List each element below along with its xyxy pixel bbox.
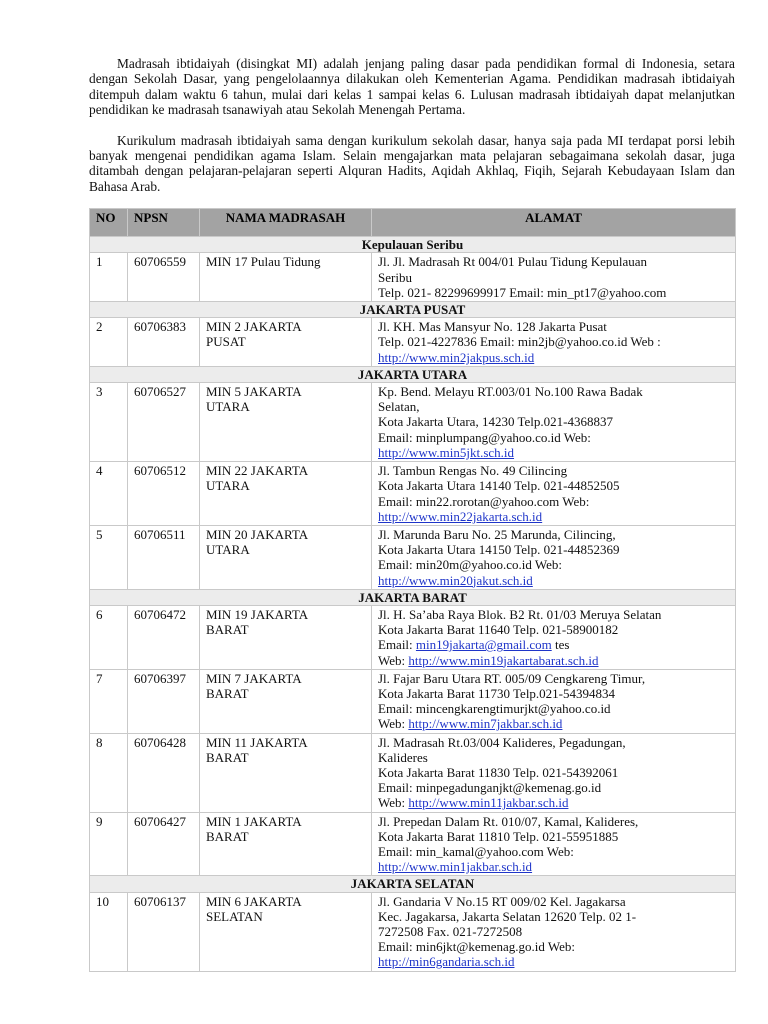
region-row — [90, 237, 736, 253]
cell-madrasah-name — [200, 462, 372, 526]
madrasah-name-line: UTARA — [206, 542, 250, 558]
madrasah-name-line: MIN 20 JAKARTA — [206, 526, 309, 542]
madrasah-table — [89, 208, 736, 971]
cell-no: 1 — [90, 253, 128, 302]
cell-no: 9 — [90, 812, 128, 876]
address-line — [378, 573, 729, 588]
madrasah-name-line: MIN 19 JAKARTA — [206, 606, 309, 622]
table-row — [90, 812, 736, 876]
cell-no: 7 — [90, 669, 128, 733]
address-line — [378, 254, 729, 269]
address-line — [378, 607, 729, 622]
cell-no: 4 — [90, 462, 128, 526]
region-row — [90, 366, 736, 382]
address-text: Jl. H. Sa’aba Raya Blok. B2 Rt. 01/03 Meruya Selatan — [378, 606, 662, 622]
address-text: Jl. Jl. Madrasah Rt 004/01 Pulau Tidung Kepulauan — [378, 254, 648, 270]
cell-madrasah-name — [200, 253, 372, 302]
cell-address — [372, 253, 736, 302]
address-line — [378, 829, 729, 844]
address-text: Email: — [378, 637, 416, 653]
header-name: NAMA MADRASAH — [200, 209, 372, 237]
address-line — [378, 894, 729, 909]
madrasah-name-line: MIN 7 JAKARTA — [206, 670, 302, 686]
address-text: tes — [551, 637, 570, 653]
cell-address — [372, 605, 736, 669]
address-line — [378, 701, 729, 716]
address-text: Email: minpegadunganjkt@kemenag.go.id — [378, 780, 602, 796]
madrasah-name-line: SELATAN — [206, 908, 263, 924]
cell-npsn: 60706472 — [128, 605, 200, 669]
table-body — [90, 237, 736, 971]
address-line — [378, 671, 729, 686]
cell-address — [372, 892, 736, 971]
cell-no: 8 — [90, 733, 128, 812]
address-text: Telp. 021- 82299699917 Email: min_pt17@yahoo.com — [378, 284, 667, 300]
region-name: JAKARTA SELATAN — [90, 876, 736, 892]
address-line — [378, 414, 729, 429]
madrasah-name-line: PUSAT — [206, 334, 246, 350]
address-text: Jl. KH. Mas Mansyur No. 128 Jakarta Pusat — [378, 319, 607, 335]
address-line — [378, 509, 729, 524]
cell-madrasah-name — [200, 525, 372, 589]
cell-address — [372, 669, 736, 733]
madrasah-name-line: MIN 11 JAKARTA — [206, 734, 308, 750]
address-text: Selatan, — [378, 399, 420, 415]
cell-address — [372, 812, 736, 876]
address-link[interactable]: http://www.min19jakartabarat.sch.id — [408, 652, 599, 668]
address-line — [378, 527, 729, 542]
cell-npsn: 60706383 — [128, 318, 200, 367]
table-row — [90, 605, 736, 669]
table-header-row — [90, 209, 736, 237]
madrasah-name-line: BARAT — [206, 828, 249, 844]
madrasah-name-line: BARAT — [206, 622, 249, 638]
address-text: Email: min6jkt@kemenag.go.id Web: — [378, 939, 575, 955]
cell-madrasah-name — [200, 892, 372, 971]
curriculum-paragraph: Kurikulum madrasah ibtidaiyah sama dengan kurikulum sekolah dasar, hanya saja pada MI terdapat porsi lebih banyak mengenai pendidikan agama Islam. Selain mengajarkan mata pelajaran sebagaimana sekolah dasar, juga ditambah dengan pelajaran-pelajaran seperti Alquran Hadits, Aqidah Akhlaq, Fiqih, Sejarah Kebudayaan Islam dan Bahasa Arab. — [89, 132, 735, 194]
cell-npsn: 60706512 — [128, 462, 200, 526]
cell-no: 10 — [90, 892, 128, 971]
address-text: Web: — [378, 795, 409, 811]
address-link[interactable]: http://www.min7jakbar.sch.id — [408, 716, 563, 732]
cell-no: 2 — [90, 318, 128, 367]
header-no: NO — [90, 209, 128, 237]
address-line — [378, 399, 729, 414]
address-line — [378, 735, 729, 750]
cell-address — [372, 462, 736, 526]
address-text: Email: min22.rorotan@yahoo.com Web: — [378, 493, 590, 509]
address-link[interactable]: http://www.min11jakbar.sch.id — [408, 795, 569, 811]
table-row — [90, 525, 736, 589]
madrasah-name-line: MIN 5 JAKARTA — [206, 384, 302, 400]
region-row — [90, 876, 736, 892]
address-link[interactable]: http://www.min2jakpus.sch.id — [378, 349, 535, 365]
region-name: JAKARTA BARAT — [90, 589, 736, 605]
address-line — [378, 795, 729, 810]
intro-paragraph: Madrasah ibtidaiyah (disingkat MI) adalah jenjang paling dasar pada pendidikan formal di Indonesia, setara dengan Sekolah Dasar, yang pengelolaannya dilakukan oleh Kementerian Agama. Pendidikan madrasah ibtidaiyah ditempuh dalam waktu 6 tahun, mulai dari kelas 1 sampai kelas 6. Lulusan madrasah ibtidaiyah dapat melanjutkan pendidikan ke madrasah tsanawiyah atau Sekolah Menengah Pertama. — [89, 56, 735, 118]
address-text: Email: minplumpang@yahoo.co.id Web: — [378, 429, 591, 445]
cell-npsn: 60706137 — [128, 892, 200, 971]
address-text: 7272508 Fax. 021-7272508 — [378, 923, 523, 939]
table-row — [90, 733, 736, 812]
address-text: Jl. Prepedan Dalam Rt. 010/07, Kamal, Kalideres, — [378, 813, 639, 829]
address-text: Kota Jakarta Utara 14150 Telp. 021-44852369 — [378, 542, 620, 558]
address-line — [378, 686, 729, 701]
address-line — [378, 494, 729, 509]
region-name: JAKARTA UTARA — [90, 366, 736, 382]
madrasah-name-line: UTARA — [206, 478, 250, 494]
table-row — [90, 383, 736, 462]
address-line — [378, 909, 729, 924]
address-link[interactable]: http://www.min20jakut.sch.id — [378, 572, 533, 588]
address-text: Telp. 021-4227836 Email: min2jb@yahoo.co.id Web : — [378, 334, 661, 350]
address-text: Kalideres — [378, 749, 428, 765]
header-address: ALAMAT — [372, 209, 736, 237]
table-row — [90, 669, 736, 733]
address-text: Jl. Tambun Rengas No. 49 Cilincing — [378, 463, 568, 479]
address-text: Jl. Gandaria V No.15 RT 009/02 Kel. Jagakarsa — [378, 893, 626, 909]
address-line — [378, 716, 729, 731]
region-row — [90, 589, 736, 605]
address-text: Kota Jakarta Barat 11810 Telp. 021-55951885 — [378, 828, 619, 844]
address-text: Kota Jakarta Barat 11640 Telp. 021-58900182 — [378, 622, 619, 638]
cell-madrasah-name — [200, 318, 372, 367]
madrasah-name-line: MIN 6 JAKARTA — [206, 893, 302, 909]
address-line — [378, 334, 729, 349]
address-line — [378, 557, 729, 572]
address-link[interactable]: http://www.min1jakbar.sch.id — [378, 859, 533, 875]
address-line — [378, 814, 729, 829]
address-text: Kp. Bend. Melayu RT.003/01 No.100 Rawa Badak — [378, 384, 643, 400]
madrasah-name-line: MIN 17 Pulau Tidung — [206, 254, 321, 270]
madrasah-name-line: MIN 1 JAKARTA — [206, 813, 302, 829]
address-text: Web: — [378, 652, 409, 668]
madrasah-name-line: MIN 2 JAKARTA — [206, 319, 302, 335]
cell-npsn: 60706427 — [128, 812, 200, 876]
address-text: Kota Jakarta Barat 11830 Telp. 021-54392061 — [378, 764, 619, 780]
cell-address — [372, 318, 736, 367]
address-line — [378, 542, 729, 557]
address-line — [378, 750, 729, 765]
address-line — [378, 463, 729, 478]
cell-madrasah-name — [200, 669, 372, 733]
address-line — [378, 430, 729, 445]
cell-no: 3 — [90, 383, 128, 462]
address-text: Email: mincengkarengtimurjkt@yahoo.co.id — [378, 701, 611, 717]
address-link[interactable]: http://www.min5jkt.sch.id — [378, 444, 515, 460]
address-text: Kota Jakarta Barat 11730 Telp.021-54394834 — [378, 685, 616, 701]
address-text: Email: min_kamal@yahoo.com Web: — [378, 843, 574, 859]
madrasah-name-line: BARAT — [206, 685, 249, 701]
address-line — [378, 924, 729, 939]
address-line — [378, 765, 729, 780]
cell-madrasah-name — [200, 383, 372, 462]
madrasah-name-line: UTARA — [206, 399, 250, 415]
address-line — [378, 954, 729, 969]
cell-npsn: 60706527 — [128, 383, 200, 462]
address-line — [378, 270, 729, 285]
address-line — [378, 350, 729, 365]
address-text: Web: — [378, 716, 409, 732]
table-row — [90, 318, 736, 367]
table-row — [90, 462, 736, 526]
address-link[interactable]: min19jakarta@gmail.com — [415, 637, 552, 653]
address-line — [378, 319, 729, 334]
address-line — [378, 859, 729, 874]
address-line — [378, 637, 729, 652]
address-link[interactable]: http://min6gandaria.sch.id — [378, 954, 515, 970]
address-line — [378, 478, 729, 493]
address-text: Jl. Fajar Baru Utara RT. 005/09 Cengkareng Timur, — [378, 670, 646, 686]
madrasah-name-line: BARAT — [206, 749, 249, 765]
cell-address — [372, 525, 736, 589]
address-text: Jl. Madrasah Rt.03/004 Kalideres, Pegadungan, — [378, 734, 626, 750]
region-row — [90, 302, 736, 318]
madrasah-name-line: MIN 22 JAKARTA — [206, 463, 309, 479]
address-link[interactable]: http://www.min22jakarta.sch.id — [378, 508, 543, 524]
cell-madrasah-name — [200, 812, 372, 876]
cell-no: 5 — [90, 525, 128, 589]
cell-npsn: 60706511 — [128, 525, 200, 589]
address-line — [378, 384, 729, 399]
cell-npsn: 60706559 — [128, 253, 200, 302]
cell-address — [372, 733, 736, 812]
address-text: Jl. Marunda Baru No. 25 Marunda, Cilincing, — [378, 526, 616, 542]
region-name: JAKARTA PUSAT — [90, 302, 736, 318]
table-row — [90, 253, 736, 302]
address-text: Kota Jakarta Utara 14140 Telp. 021-44852505 — [378, 478, 620, 494]
cell-npsn: 60706428 — [128, 733, 200, 812]
address-text: Kec. Jagakarsa, Jakarta Selatan 12620 Telp. 02 1- — [378, 908, 637, 924]
cell-npsn: 60706397 — [128, 669, 200, 733]
address-line — [378, 445, 729, 460]
address-line — [378, 622, 729, 637]
address-text: Seribu — [378, 269, 412, 285]
cell-no: 6 — [90, 605, 128, 669]
cell-madrasah-name — [200, 733, 372, 812]
address-text: Kota Jakarta Utara, 14230 Telp.021-4368837 — [378, 414, 613, 430]
cell-address — [372, 383, 736, 462]
address-text: Email: min20m@yahoo.co.id Web: — [378, 557, 562, 573]
header-npsn: NPSN — [128, 209, 200, 237]
region-name: Kepulauan Seribu — [90, 237, 736, 253]
address-line — [378, 285, 729, 300]
address-line — [378, 653, 729, 668]
cell-madrasah-name — [200, 605, 372, 669]
address-line — [378, 780, 729, 795]
table-row — [90, 892, 736, 971]
address-line — [378, 939, 729, 954]
address-line — [378, 844, 729, 859]
document-page — [89, 56, 735, 972]
